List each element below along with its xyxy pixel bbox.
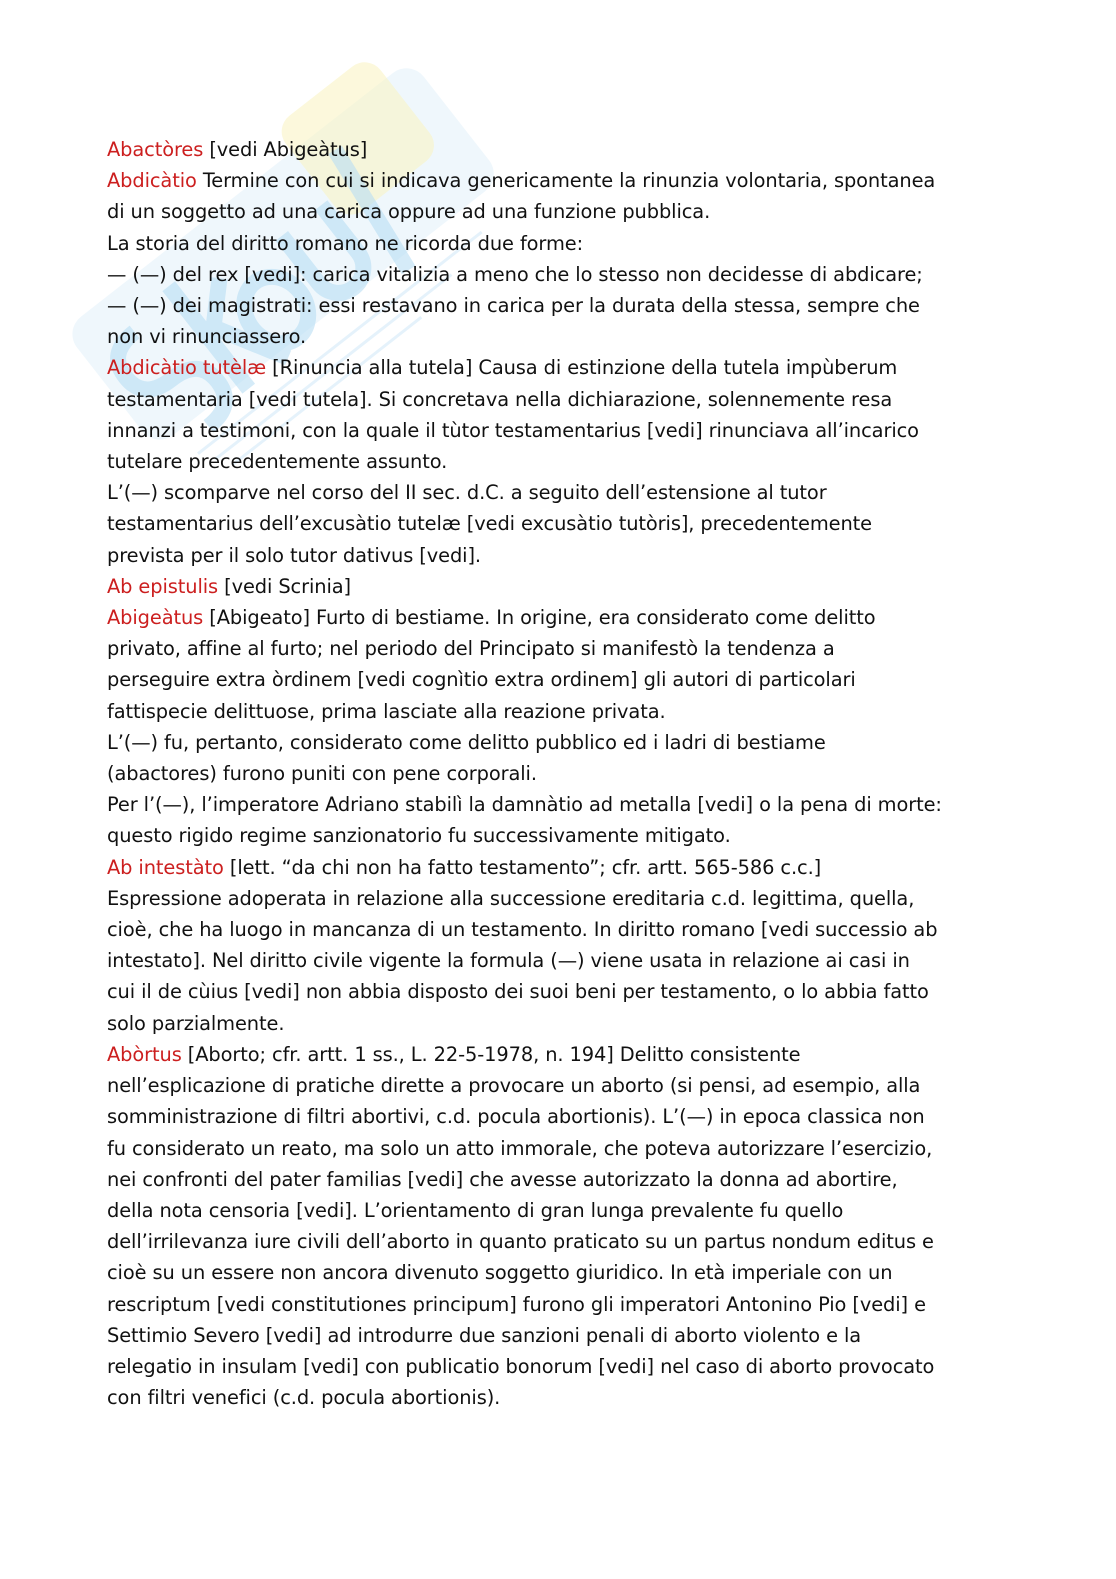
definition: non vi rinunciassero. (107, 325, 307, 349)
text-line (107, 384, 1007, 415)
definition: rescriptum [vedi constitutiones principum] furono gli imperatori Antonino Pio [vedi] e (107, 1292, 926, 1316)
definition: della nota censoria [vedi]. L’orientamento di gran lunga prevalente fu quello (107, 1198, 844, 1222)
definition: nell’esplicazione di pratiche dirette a provocare un aborto (si pensi, ad esempio, alla (107, 1074, 921, 1098)
text-line (107, 290, 1007, 321)
text-line (107, 696, 1007, 727)
text-line (107, 758, 1007, 789)
text-line (107, 228, 1007, 259)
definition: fu considerato un reato, ma solo un atto immorale, che poteva autorizzare l’esercizio, (107, 1136, 933, 1160)
text-line (107, 1070, 1007, 1101)
text-line (107, 196, 1007, 227)
text-line (107, 820, 1007, 851)
definition: testamentaria [vedi tutela]. Si concretava nella dichiarazione, solennemente resa (107, 387, 893, 411)
text-line (107, 852, 1007, 883)
term: Abòrtus (107, 1042, 182, 1066)
text-line (107, 1164, 1007, 1195)
definition: [Rinuncia alla tutela] Causa di estinzione della tutela impùberum (266, 356, 898, 380)
text-line (107, 134, 1007, 165)
definition: fattispecie delittuose, prima lasciate alla reazione privata. (107, 699, 666, 723)
definition: Termine con cui si indicava genericamente la rinunzia volontaria, spontanea (196, 169, 936, 193)
text-line (107, 1101, 1007, 1132)
text-line (107, 508, 1007, 539)
text-line (107, 1195, 1007, 1226)
definition: dell’irrilevanza iure civili dell’aborto in quanto praticato su un partus nondum editus e (107, 1230, 934, 1254)
text-line (107, 1351, 1007, 1382)
text-line (107, 1382, 1007, 1413)
text-line (107, 1320, 1007, 1351)
definition: [Abigeato] Furto di bestiame. In origine, era considerato come delitto (203, 606, 876, 630)
definition: cioè su un essere non ancora divenuto soggetto giuridico. In età imperiale con un (107, 1261, 893, 1285)
term: Abactòres (107, 138, 204, 161)
definition: [lett. “da chi non ha fatto testamento”; cfr. artt. 565-586 c.c.] (223, 855, 822, 879)
glossary-text (107, 134, 1007, 1413)
definition: con filtri venefici (c.d. pocula abortionis). (107, 1386, 501, 1410)
definition: nei confronti del pater familias [vedi] che avesse autorizzato la donna ad abortire, (107, 1167, 898, 1191)
text-line (107, 259, 1007, 290)
text-line (107, 727, 1007, 758)
definition: relegatio in insulam [vedi] con publicatio bonorum [vedi] nel caso di aborto provocato (107, 1354, 935, 1378)
text-line (107, 477, 1007, 508)
text-line (107, 789, 1007, 820)
text-line (107, 352, 1007, 383)
definition: privato, affine al furto; nel periodo del Principato si manifestò la tendenza a (107, 637, 835, 661)
text-line (107, 1226, 1007, 1257)
term: Ab intestàto (107, 855, 224, 879)
definition: perseguire extra òrdinem [vedi cognìtio extra ordinem] gli autori di particolari (107, 668, 856, 692)
definition: di un soggetto ad una carica oppure ad una funzione pubblica. (107, 200, 711, 224)
text-line (107, 1008, 1007, 1039)
definition: innanzi a testimoni, con la quale il tùtor testamentarius [vedi] rinunciava all’incarico (107, 418, 919, 442)
text-line (107, 446, 1007, 477)
text-line (107, 1133, 1007, 1164)
text-line (107, 602, 1007, 633)
term: Abigeàtus (107, 606, 204, 630)
definition: cui il de cùius [vedi] non abbia disposto dei suoi beni per testamento, o lo abbia fatto (107, 980, 929, 1004)
definition: L’(—) fu, pertanto, considerato come delitto pubblico ed i ladri di bestiame (107, 730, 826, 754)
definition: intestato]. Nel diritto civile vigente la formula (—) viene usata in relazione ai casi in (107, 949, 910, 973)
term: Abdicàtio tutèlæ (107, 356, 267, 380)
definition: [vedi Scrinia] (218, 574, 351, 598)
definition: La storia del diritto romano ne ricorda due forme: (107, 231, 584, 255)
text-line (107, 165, 1007, 196)
definition: [vedi Abigeàtus] (203, 138, 368, 161)
text-line (107, 540, 1007, 571)
definition: somministrazione di filtri abortivi, c.d. pocula abortionis). L’(—) in epoca classica non (107, 1105, 925, 1129)
definition: testamentarius dell’excusàtio tutelæ [vedi excusàtio tutòris], precedentemente (107, 512, 872, 536)
definition: Espressione adoperata in relazione alla successione ereditaria c.d. legittima, quella, (107, 886, 915, 910)
text-line (107, 321, 1007, 352)
text-line (107, 1289, 1007, 1320)
definition: [Aborto; cfr. artt. 1 ss., L. 22-5-1978, n. 194] Delitto consistente (181, 1042, 801, 1066)
definition: — (—) del rex [vedi]: carica vitalizia a meno che lo stesso non decidesse di abdicare; (107, 262, 923, 286)
text-line (107, 1039, 1007, 1070)
definition: (abactores) furono puniti con pene corporali. (107, 762, 537, 786)
definition: prevista per il solo tutor dativus [vedi]. (107, 543, 481, 567)
term: Ab epistulis (107, 574, 219, 598)
text-line (107, 1257, 1007, 1288)
definition: — (—) dei magistrati: essi restavano in carica per la durata della stessa, sempre che (107, 294, 920, 318)
definition: cioè, che ha luogo in mancanza di un testamento. In diritto romano [vedi successio ab (107, 918, 938, 942)
text-line (107, 571, 1007, 602)
term: Abdicàtio (107, 169, 197, 193)
text-line (107, 415, 1007, 446)
text-line (107, 883, 1007, 914)
definition: Per l’(—), l’imperatore Adriano stabilì la damnàtio ad metalla [vedi] o la pena di morte: (107, 793, 942, 817)
definition: solo parzialmente. (107, 1011, 285, 1035)
text-line (107, 633, 1007, 664)
definition: questo rigido regime sanzionatorio fu successivamente mitigato. (107, 824, 731, 848)
definition: L’(—) scomparve nel corso del II sec. d.C. a seguito dell’estensione al tutor (107, 481, 827, 505)
definition: tutelare precedentemente assunto. (107, 450, 448, 474)
definition: Settimio Severo [vedi] ad introdurre due sanzioni penali di aborto violento e la (107, 1323, 862, 1347)
text-line (107, 976, 1007, 1007)
text-line (107, 914, 1007, 945)
text-line (107, 945, 1007, 976)
text-line (107, 664, 1007, 695)
